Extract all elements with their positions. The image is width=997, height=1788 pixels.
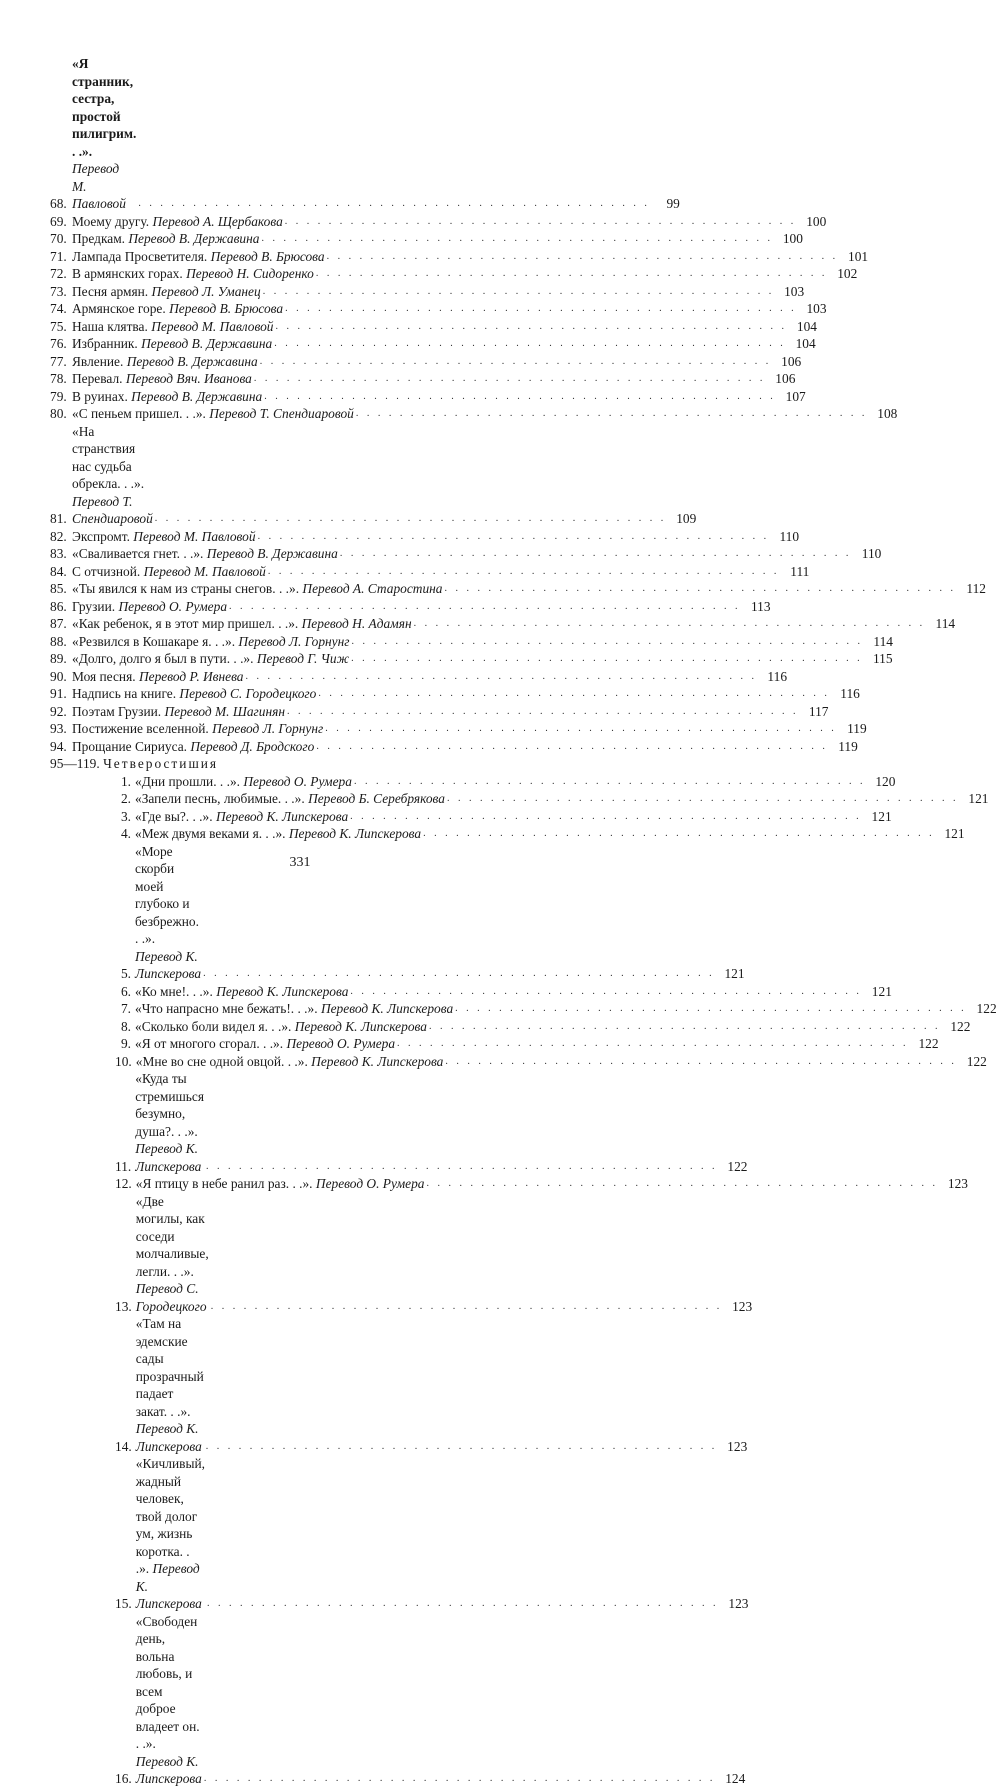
entry-number: 91.: [50, 686, 67, 701]
entry-translator: Перевод О. Румера: [286, 1036, 396, 1051]
entry-translator: Перевод Вяч. Иванова: [125, 371, 252, 386]
toc-entry: [50, 545, 882, 563]
toc-entry: [50, 283, 805, 301]
entry-translator: Перевод К. Липскерова: [320, 1001, 454, 1016]
entry-title: «Мне во сне одной овцой. . .».: [135, 1053, 308, 1069]
entry-translator: Перевод В. Брюсова: [210, 248, 325, 264]
entry-page: 110: [861, 546, 882, 561]
entry-title: Грузии.: [72, 598, 116, 614]
entry-page: 100: [782, 231, 803, 246]
entry-translator: Перевод К. Липскерова: [135, 1141, 202, 1174]
toc-entry: [50, 265, 858, 283]
entry-page: 121: [944, 826, 965, 841]
entry-page: 122: [950, 1018, 971, 1034]
entry-title: Поэтам Грузии.: [72, 703, 162, 719]
toc-entry: [50, 668, 788, 686]
toc-entry: [50, 790, 989, 808]
entry-page: 121: [968, 791, 989, 806]
entry-page: 99: [666, 196, 680, 211]
entry-translator: Перевод Д. Бродского: [190, 738, 315, 754]
entry-page: 103: [784, 283, 805, 299]
entry-translator: Перевод Г. Чиж: [256, 651, 350, 666]
dot-leader: . . . . . . . . . . . . . . . . . . . . . . . . . . . . . . . . . . . . . . . . . . . . . . .: [210, 1300, 723, 1312]
page-number: 331: [289, 855, 311, 870]
entry-title: «Кичливый, жадный человек, твой долог ум, жизнь коротка. . .».: [135, 1456, 205, 1576]
entry-page: 116: [840, 686, 860, 701]
entry-page: 122: [918, 1036, 939, 1051]
dot-leader: . . . . . . . . . . . . . . . . . . . . . . . . . . . . . . . . . . . . . . . . . . . . . . .: [315, 268, 828, 279]
entry-translator: Перевод М. Павловой: [72, 161, 126, 211]
entry-number: 75.: [50, 318, 67, 334]
entry-title: «Море скорби моей глубоко и безбрежно. . .».: [135, 843, 199, 946]
entry-translator: Перевод А. Старостина: [302, 581, 443, 596]
dot-leader: . . . . . . . . . . . . . . . . . . . . . . . . . . . . . . . . . . . . . . . . . . . . . . .: [259, 355, 772, 367]
toc-entry: [50, 825, 965, 843]
entry-number: 16.: [115, 1771, 132, 1786]
entry-number: 77.: [50, 353, 67, 369]
toc-entry: [50, 388, 806, 406]
entry-title: Лампада Просветителя.: [72, 248, 208, 264]
entry-page: 122: [976, 1001, 997, 1016]
entry-page: 123: [732, 1298, 753, 1314]
entry-number: 94.: [50, 738, 67, 754]
entry-number: 4.: [120, 826, 131, 841]
entry-number: 87.: [50, 616, 67, 631]
section-header: [50, 755, 544, 773]
entry-title: «Ко мне!. . .».: [135, 983, 213, 999]
dot-leader: . . . . . . . . . . . . . . . . . . . . . . . . . . . . . . . . . . . . . . . . . . . . . . .: [413, 618, 926, 629]
entry-title: «Резвился в Кошакаре я. . .».: [72, 633, 236, 649]
entry-number: 83.: [50, 546, 67, 561]
entry-translator: Перевод В. Державина: [206, 546, 338, 561]
entry-title: В руинах.: [72, 388, 128, 404]
entry-number: 71.: [50, 248, 67, 264]
entry-title: «Дни прошли. . .».: [135, 773, 241, 789]
entry-number: 9.: [120, 1036, 131, 1051]
dot-leader: . . . . . . . . . . . . . . . . . . . . . . . . . . . . . . . . . . . . . . . . . . . . . . .: [426, 1178, 938, 1189]
entry-number: 86.: [50, 598, 67, 614]
dot-leader: . . . . . . . . . . . . . . . . . . . . . . . . . . . . . . . . . . . . . . . . . . . . . . .: [428, 1020, 941, 1032]
toc-entry: [50, 983, 892, 1001]
entry-page: 120: [875, 773, 896, 789]
toc-entry: [50, 563, 810, 581]
entry-title: Перевал.: [72, 371, 123, 386]
toc-entry: [50, 1070, 748, 1175]
section-title: Четверостишия: [103, 756, 219, 771]
table-of-contents: [50, 55, 997, 1788]
entry-number: 79.: [50, 388, 67, 404]
toc-entry: [50, 405, 898, 423]
entry-title: «Сколько боли видел я. . .».: [135, 1018, 292, 1034]
entry-translator: Перевод М. Шагинян: [164, 703, 285, 719]
toc-entry: [50, 685, 860, 703]
entry-translator: Перевод Н. Сидоренко: [186, 266, 314, 281]
entry-translator: Перевод М. Павловой: [143, 563, 266, 579]
dot-leader: . . . . . . . . . . . . . . . . . . . . . . . . . . . . . . . . . . . . . . . . . . . . . . .: [423, 828, 935, 839]
entry-translator: Перевод Б. Серебрякова: [308, 791, 445, 806]
entry-title: «Запели песнь, любимые. . .».: [135, 791, 305, 806]
entry-translator: Перевод К. Липскерова: [288, 826, 422, 841]
entry-page: 123: [728, 1596, 749, 1611]
entry-title: Песня армян.: [72, 283, 149, 299]
dot-leader: . . . . . . . . . . . . . . . . . . . . . . . . . . . . . . . . . . . . . . . . . . . . . . .: [350, 985, 862, 997]
entry-translator: Перевод В. Державина: [126, 353, 258, 369]
entry-translator: Перевод Л. Горнунг: [212, 721, 324, 736]
entry-page: 123: [727, 1438, 748, 1454]
dot-leader: . . . . . . . . . . . . . . . . . . . . . . . . . . . . . . . . . . . . . . . . . . . . . . .: [257, 530, 770, 542]
toc-entry: [50, 615, 956, 633]
entry-translator: Перевод К. Липскерова: [216, 983, 349, 999]
entry-title: Моему другу.: [72, 213, 150, 229]
entry-number: 76.: [50, 336, 67, 351]
toc-entry: [50, 230, 803, 248]
entry-translator: Перевод Л. Горнунг: [238, 633, 350, 649]
entry-number: 13.: [115, 1298, 132, 1314]
entry-number: 1.: [120, 773, 131, 789]
entry-translator: Перевод К. Липскерова: [135, 948, 202, 981]
entry-number: 88.: [50, 633, 67, 649]
entry-number: 92.: [50, 703, 67, 719]
entry-translator: Перевод К. Липскерова: [294, 1018, 427, 1034]
entry-page: 117: [808, 703, 829, 719]
entry-page: 109: [676, 511, 697, 526]
entry-number: 7.: [120, 1001, 131, 1016]
entry-page: 114: [873, 633, 893, 649]
entry-page: 104: [796, 318, 817, 334]
entry-title: Предкам.: [72, 231, 126, 246]
entry-title: «С пеньем пришел. . .».: [72, 406, 206, 421]
dot-leader: . . . . . . . . . . . . . . . . . . . . . . . . . . . . . . . . . . . . . . . . . . . . . . .: [351, 635, 863, 647]
dot-leader: . . . . . . . . . . . . . . . . . . . . . . . . . . . . . . . . . . . . . . . . . . . . . . .: [206, 1160, 718, 1172]
dot-leader: . . . . . . . . . . . . . . . . . . . . . . . . . . . . . . . . . . . . . . . . . . . . . . .: [284, 215, 797, 227]
entry-page: 116: [767, 668, 788, 684]
entry-translator: Перевод В. Державина: [128, 231, 260, 246]
entry-title: Экспромт.: [72, 528, 130, 544]
dot-leader: . . . . . . . . . . . . . . . . . . . . . . . . . . . . . . . . . . . . . . . . . . . . . . .: [325, 723, 837, 734]
entry-translator: Перевод Н. Адамян: [301, 616, 412, 631]
toc-entry: [50, 1053, 987, 1071]
entry-title: Избранник.: [72, 336, 138, 351]
entry-page: 106: [775, 371, 796, 386]
toc-entry: [50, 1018, 971, 1036]
toc-entry: [50, 703, 829, 721]
entry-page: 106: [781, 353, 802, 369]
toc-entry: [50, 335, 816, 353]
entry-translator: Перевод В. Державина: [141, 336, 273, 351]
entry-title: «Две могилы, как соседи молчаливые, легли. . .».: [135, 1193, 209, 1279]
dot-leader: . . . . . . . . . . . . . . . . . . . . . . . . . . . . . . . . . . . . . . . . . . . . . . .: [285, 303, 797, 314]
entry-number: 15.: [115, 1596, 132, 1611]
entry-page: 122: [966, 1053, 987, 1069]
toc-main-list: [50, 55, 986, 755]
toc-entry: [50, 580, 986, 598]
dot-leader: . . . . . . . . . . . . . . . . . . . . . . . . . . . . . . . . . . . . . . . . . . . . . . .: [446, 793, 959, 804]
dot-leader: . . . . . . . . . . . . . . . . . . . . . . . . . . . . . . . . . . . . . . . . . . . . . . .: [397, 1038, 909, 1049]
entry-number: 10.: [115, 1053, 132, 1069]
dot-leader: . . . . . . . . . . . . . . . . . . . . . . . . . . . . . . . . . . . . . . . . . . . . . . .: [229, 600, 741, 612]
entry-translator: Перевод М. Павловой: [151, 318, 274, 334]
dot-leader: . . . . . . . . . . . . . . . . . . . . . . . . . . . . . . . . . . . . . . . . . . . . . . .: [203, 968, 715, 979]
dot-leader: . . . . . . . . . . . . . . . . . . . . . . . . . . . . . . . . . . . . . . . . . . . . . . .: [206, 1598, 719, 1609]
dot-leader: . . . . . . . . . . . . . . . . . . . . . . . . . . . . . . . . . . . . . . . . . . . . . . .: [274, 338, 786, 349]
dot-leader: . . . . . . . . . . . . . . . . . . . . . . . . . . . . . . . . . . . . . . . . . . . . . . .: [350, 810, 862, 822]
entry-title: «Я от многого сгорал. . .».: [135, 1036, 284, 1051]
entry-page: 112: [966, 581, 986, 596]
toc-entry: [50, 318, 817, 336]
toc-entry: [50, 738, 858, 756]
entry-title: Постижение вселенной.: [72, 721, 209, 736]
entry-number: 73.: [50, 283, 67, 299]
entry-translator: Перевод С. Городецкого: [179, 686, 317, 701]
toc-entry: [50, 1035, 939, 1053]
section-range: 95—119.: [50, 756, 100, 771]
entry-number: 81.: [50, 511, 67, 526]
dot-leader: . . . . . . . . . . . . . . . . . . . . . . . . . . . . . . . . . . . . . . . . . . . . . . .: [351, 653, 863, 664]
entry-number: 78.: [50, 371, 67, 386]
dot-leader: . . . . . . . . . . . . . . . . . . . . . . . . . . . . . . . . . . . . . . . . . . . . . . .: [316, 740, 828, 752]
entry-page: 113: [750, 598, 771, 614]
dot-leader: . . . . . . . . . . . . . . . . . . . . . . . . . . . . . . . . . . . . . . . . . . . . . . .: [261, 233, 773, 244]
dot-leader: . . . . . . . . . . . . . . . . . . . . . . . . . . . . . . . . . . . . . . . . . . . . . . .: [154, 513, 667, 524]
entry-number: 8.: [120, 1018, 131, 1034]
entry-title: «Я странник, сестра, простой пилигрим. . .».: [72, 56, 137, 159]
toc-entry: [50, 773, 896, 791]
entry-translator: Перевод О. Румера: [315, 1176, 425, 1191]
entry-number: 2.: [120, 791, 131, 806]
toc-entry: [50, 55, 680, 213]
toc-entry: [50, 528, 800, 546]
entry-translator: Перевод К. Липскерова: [135, 1421, 202, 1454]
entry-number: 82.: [50, 528, 67, 544]
entry-page: 103: [806, 301, 827, 316]
entry-title: «Долго, долго я был в пути. . .».: [72, 651, 254, 666]
entry-translator: Перевод В. Державина: [131, 388, 263, 404]
entry-translator: Перевод Р. Ивнева: [138, 668, 244, 684]
entry-title: «На странствия нас судьба обрекла. . .».: [72, 423, 145, 491]
entry-number: 74.: [50, 301, 67, 316]
entry-page: 102: [837, 266, 858, 281]
dot-leader: . . . . . . . . . . . . . . . . . . . . . . . . . . . . . . . . . . . . . . . . . . . . . . .: [267, 565, 780, 577]
entry-number: 11.: [115, 1158, 132, 1174]
entry-page: 114: [935, 616, 956, 631]
entry-page: 110: [779, 528, 800, 544]
entry-page: 121: [871, 808, 892, 824]
entry-translator: Перевод К. Липскерова: [135, 1561, 202, 1611]
entry-page: 121: [724, 966, 745, 981]
entry-title: Моя песня.: [72, 668, 136, 684]
entry-title: В армянских горах.: [72, 266, 183, 281]
entry-translator: Перевод К. Липскерова: [311, 1053, 444, 1069]
entry-number: 84.: [50, 563, 67, 579]
dot-leader: . . . . . . . . . . . . . . . . . . . . . . . . . . . . . . . . . . . . . . . . . . . . . . .: [286, 705, 799, 717]
entry-page: 119: [847, 721, 867, 736]
entry-translator: Перевод Т. Спендиаровой: [72, 493, 153, 526]
toc-entry: [50, 300, 827, 318]
entry-title: С отчизной.: [72, 563, 141, 579]
dot-leader: . . . . . . . . . . . . . . . . . . . . . . . . . . . . . . . . . . . . . . . . . . . . . . .: [445, 1055, 957, 1067]
entry-page: 115: [872, 651, 893, 666]
entry-page: 100: [806, 213, 827, 229]
toc-entry: [50, 423, 697, 528]
dot-leader: . . . . . . . . . . . . . . . . . . . . . . . . . . . . . . . . . . . . . . . . . . . . . . .: [205, 1440, 718, 1452]
dot-leader: . . . . . . . . . . . . . . . . . . . . . . . . . . . . . . . . . . . . . . . . . . . . . . .: [353, 775, 866, 787]
toc-entry: [50, 1613, 746, 1788]
entry-title: «Я птицу в небе ранил раз. . .».: [135, 1176, 313, 1191]
entry-title: «Сваливается гнет. . .».: [72, 546, 204, 561]
entry-number: 3.: [120, 808, 131, 824]
entry-number: 93.: [50, 721, 67, 736]
entry-page: 122: [727, 1158, 748, 1174]
entry-translator: Перевод О. Румера: [243, 773, 352, 789]
toc-entry: [50, 1193, 753, 1316]
entry-title: Армянское горе.: [72, 301, 166, 316]
toc-entry: [50, 353, 802, 371]
entry-number: 72.: [50, 266, 67, 281]
toc-entry: [50, 370, 796, 388]
entry-title: «Как ребенок, я в этот мир пришел. . .».: [72, 616, 299, 631]
entry-translator: Перевод К. Липскерова: [215, 808, 349, 824]
toc-entry: [50, 1000, 997, 1018]
dot-leader: . . . . . . . . . . . . . . . . . . . . . . . . . . . . . . . . . . . . . . . . . . . . . . .: [326, 250, 839, 262]
entry-page: 101: [848, 248, 869, 264]
entry-number: 70.: [50, 231, 67, 246]
dot-leader: . . . . . . . . . . . . . . . . . . . . . . . . . . . . . . . . . . . . . . . . . . . . . . .: [245, 670, 758, 682]
entry-number: 14.: [115, 1438, 132, 1454]
toc-entry: [50, 1175, 968, 1193]
dot-leader: . . . . . . . . . . . . . . . . . . . . . . . . . . . . . . . . . . . . . . . . . . . . . . .: [264, 390, 776, 402]
entry-page: 124: [725, 1771, 746, 1786]
dot-leader: . . . . . . . . . . . . . . . . . . . . . . . . . . . . . . . . . . . . . . . . . . . . . . .: [138, 198, 650, 209]
toc-entry: [50, 213, 827, 231]
toc-entry: [50, 1315, 748, 1455]
entry-translator: Перевод О. Румера: [118, 598, 228, 614]
entry-number: 69.: [50, 213, 67, 229]
entry-translator: Перевод Т. Спендиаровой: [209, 406, 354, 421]
dot-leader: . . . . . . . . . . . . . . . . . . . . . . . . . . . . . . . . . . . . . . . . . . . . . . .: [318, 688, 830, 699]
entry-number: 89.: [50, 651, 67, 666]
entry-translator: Перевод С. Городецкого: [135, 1281, 207, 1314]
entry-number: 5.: [120, 966, 131, 981]
dot-leader: . . . . . . . . . . . . . . . . . . . . . . . . . . . . . . . . . . . . . . . . . . . . . . .: [275, 320, 787, 332]
dot-leader: . . . . . . . . . . . . . . . . . . . . . . . . . . . . . . . . . . . . . . . . . . . . . . .: [253, 373, 766, 384]
dot-leader: . . . . . . . . . . . . . . . . . . . . . . . . . . . . . . . . . . . . . . . . . . . . . . .: [203, 1773, 716, 1784]
entry-title: «Что напрасно мне бежать!. . .».: [135, 1001, 318, 1016]
entry-page: 108: [877, 406, 898, 421]
entry-page: 119: [838, 738, 858, 754]
dot-leader: . . . . . . . . . . . . . . . . . . . . . . . . . . . . . . . . . . . . . . . . . . . . . . .: [455, 1003, 967, 1014]
entry-title: Надпись на книге.: [72, 686, 177, 701]
entry-translator: Перевод В. Брюсова: [169, 301, 284, 316]
entry-translator: Перевод М. Павловой: [133, 528, 256, 544]
dot-leader: . . . . . . . . . . . . . . . . . . . . . . . . . . . . . . . . . . . . . . . . . . . . . . .: [355, 408, 868, 419]
toc-entry: [50, 808, 892, 826]
entry-title: «Свободен день, вольна любовь, и всем доброе владеет он. . .».: [135, 1613, 200, 1751]
entry-title: «Там на эдемские сады прозрачный падает закат. . .».: [135, 1316, 204, 1419]
dot-leader: . . . . . . . . . . . . . . . . . . . . . . . . . . . . . . . . . . . . . . . . . . . . . . .: [444, 583, 956, 594]
entry-page: 123: [947, 1176, 968, 1191]
entry-page: 104: [795, 336, 816, 351]
toc-entry: [50, 650, 893, 668]
entry-page: 121: [871, 983, 892, 999]
entry-number: 85.: [50, 581, 67, 596]
toc-entry: [50, 598, 771, 616]
entry-translator: Перевод Л. Уманец: [151, 283, 261, 299]
toc-entry: [50, 248, 869, 266]
entry-title: Явление.: [72, 353, 124, 369]
entry-page: 111: [790, 563, 810, 579]
entry-title: Наша клятва.: [72, 318, 148, 334]
entry-title: «Куда ты стремишься безумно, душа?. . .».: [135, 1071, 205, 1139]
dot-leader: . . . . . . . . . . . . . . . . . . . . . . . . . . . . . . . . . . . . . . . . . . . . . . .: [339, 548, 852, 559]
toc-sub-list: [50, 773, 997, 1788]
entry-translator: Перевод А. Щербакова: [152, 213, 283, 229]
entry-number: 12.: [115, 1176, 132, 1191]
entry-number: 90.: [50, 668, 67, 684]
entry-translator: Перевод К. Липскерова: [135, 1753, 202, 1786]
entry-title: «Меж двумя веками я. . .».: [135, 826, 286, 841]
entry-page: 107: [785, 388, 806, 404]
entry-title: Прощание Сириуса.: [72, 738, 187, 754]
entry-title: «Ты явился к нам из страны снегов. . .».: [72, 581, 300, 596]
toc-entry: [50, 1455, 749, 1613]
entry-number: 68.: [50, 196, 67, 211]
dot-leader: . . . . . . . . . . . . . . . . . . . . . . . . . . . . . . . . . . . . . . . . . . . . . . .: [262, 285, 775, 297]
entry-number: 6.: [120, 983, 131, 999]
toc-entry: [50, 633, 893, 651]
toc-entry: [50, 720, 867, 738]
entry-number: 80.: [50, 406, 67, 421]
entry-title: «Где вы?. . .».: [135, 808, 213, 824]
